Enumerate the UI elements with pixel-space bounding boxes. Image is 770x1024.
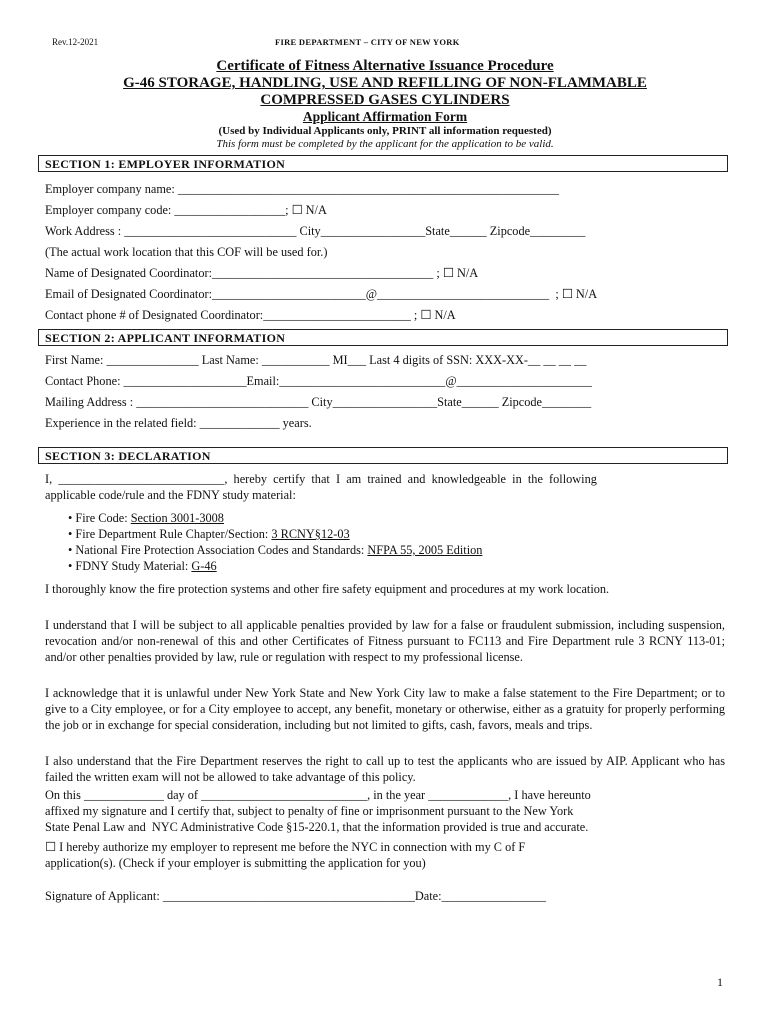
bullet-prefix: • Fire Department Rule Chapter/Section: [68,527,272,541]
bullet-study-material [68,559,217,574]
employer-company-code-field[interactable]: Employer company code: __________________; ☐ N/A [45,203,327,217]
coordinator-phone-field[interactable]: Contact phone # of Designated Coordinator:________________________ ; ☐ N/A [45,308,456,322]
page-number: 1 [717,975,723,989]
bullet-nfpa [68,543,482,558]
coordinator-name-field[interactable]: Name of Designated Coordinator:____________________________________ ; ☐ N/A [45,266,479,280]
validity-note: This form must be completed by the applicant for the application to be valid. [216,138,554,150]
authorize-employer-note: application(s). (Check if your employer is submitting the application for you) [45,856,426,870]
nfpa-link[interactable]: NFPA 55, 2005 Edition [367,543,483,557]
applicant-mailing-field[interactable]: Mailing Address : ____________________________ City_________________State______ Zipcode________ [45,395,592,409]
work-address-field[interactable]: Work Address : ____________________________ City_________________State______ Zipcode_________ [45,224,586,238]
applicant-contact-field[interactable]: Contact Phone: ____________________Email:___________________________@______________________ [45,374,592,388]
form-title: Certificate of Fitness Alternative Issuance Procedure [216,58,554,74]
fire-code-link[interactable]: Section 3001-3008 [130,511,224,525]
bullet-prefix: • FDNY Study Material: [68,559,192,573]
experience-field[interactable]: Experience in the related field: _____________ years. [45,416,312,430]
oath-statement-cont: State Penal Law and NYC Administrative Code §15-220.1, that the information provided is true and accurate. [45,820,589,834]
form-subtitle: G-46 STORAGE, HANDLING, USE AND REFILLING OF NON-FLAMMABLE [123,75,647,91]
revision-label: Rev.12-2021 [52,37,99,47]
usage-note: (Used by Individual Applicants only, PRINT all information requested) [218,125,552,137]
bullet-prefix: • Fire Code: [68,511,131,525]
form-subtitle-cont: COMPRESSED GASES CYLINDERS [260,92,510,108]
form-name: Applicant Affirmation Form [302,109,468,124]
employer-company-name-field[interactable]: Employer company name: ______________________________________________________________ [45,182,560,196]
title-block [40,58,730,151]
department-header: FIRE DEPARTMENT – CITY OF NEW YORK [275,37,460,47]
bullet-prefix: • National Fire Protection Association Codes and Standards: [68,543,368,557]
declaration-para-3: I acknowledge that it is unlawful under New York State and New York City law to make a false statement to the Fire Department; or to give to a City employee, or for a City employee to accept, any benefit, monetary or otherwise, either as a gratuity for properly performing the job or in exchange for special consideration, including but not limited to gifts, cash, favors, meals and trips. [45,686,725,732]
study-material-link[interactable]: G-46 [191,559,217,573]
authorize-employer-checkbox[interactable]: ☐ I hereby authorize my employer to represent me before the NYC in connection with my C of F [45,840,526,854]
declaration-para-1: I thoroughly know the fire protection systems and other fire safety equipment and procedures at my work location. [45,582,610,596]
declaration-para-4: I also understand that the Fire Department reserves the right to call up to test the applicants who are issued by AIP. Applicant who has failed the written exam will not be allowed to take advantage of this policy. [45,754,725,784]
section2-header: SECTION 2: APPLICANT INFORMATION [38,329,728,346]
certify-statement-cont: applicable code/rule and the FDNY study material: [45,488,296,502]
bullet-fire-code [68,511,224,526]
signature-date-field[interactable]: Signature of Applicant: _________________________________________Date:_________________ [45,889,547,903]
certify-statement[interactable]: I, ___________________________, hereby certify that I am trained and knowledgeable in the following [45,472,597,486]
applicant-name-field[interactable]: First Name: _______________ Last Name: ___________ MI___ Last 4 digits of SSN: XXX-XX-__ __ __ __ [45,353,587,367]
bullet-fire-rule [68,527,350,542]
work-location-note: (The actual work location that this COF will be used for.) [45,245,328,259]
coordinator-email-field[interactable]: Email of Designated Coordinator:_________________________@____________________________ ; ☐ N/A [45,287,598,301]
oath-statement: affixed my signature and I certify that, subject to penalty of fine or imprisonment pursuant to the New York [45,804,574,818]
oath-date-field[interactable]: On this _____________ day of ___________________________, in the year _____________, I have hereunto [45,788,591,802]
section3-header: SECTION 3: DECLARATION [38,447,728,464]
section1-header: SECTION 1: EMPLOYER INFORMATION [38,155,728,172]
fire-rule-link[interactable]: 3 RCNY§12-03 [271,527,350,541]
declaration-para-2: I understand that I will be subject to all applicable penalties provided by law for a false or fraudulent submission, including suspension, revocation and/or non-renewal of this and other Certificates of Fitness pursuant to FC113 and Fire Department rule 3 RCNY 113-01; and/or other penalties provided by law, rule or regulation with respect to my professional license. [45,618,725,664]
